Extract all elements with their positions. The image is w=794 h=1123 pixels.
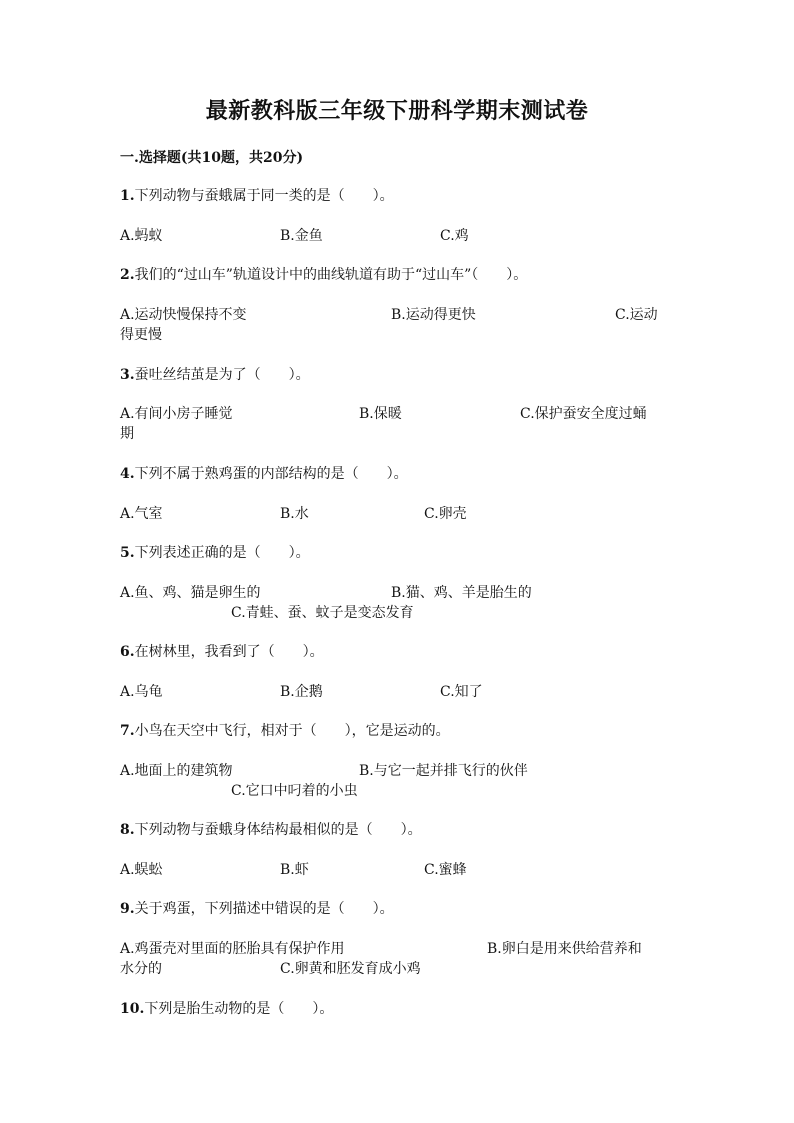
question-number: 4.	[120, 466, 135, 482]
question-number: 5.	[120, 545, 135, 561]
section-heading: 一.选择题(共10题，共20分)	[120, 150, 304, 166]
question-number: 7.	[120, 723, 135, 739]
question-number: 9.	[120, 901, 135, 917]
question-text: 小鸟在天空中飞行，相对于（ ），它是运动的。	[134, 723, 450, 739]
q2-option-a: A.运动快慢保持不变	[120, 307, 247, 323]
question-text: 下列动物与蚕蛾身体结构最相似的是（ ）。	[134, 822, 422, 838]
q4-option-a: A.气室	[120, 506, 163, 522]
q1-option-c: C.鸡	[440, 228, 469, 244]
question-number: 3.	[120, 367, 135, 383]
q9-option-b: B.卵白是用来供给营养和	[487, 941, 642, 957]
question-4	[120, 464, 408, 484]
question-text: 下列是胎生动物的是（ ）。	[144, 1001, 334, 1017]
question-text: 下列动物与蚕蛾属于同一类的是（ ）。	[134, 188, 394, 204]
q1-option-b: B.金鱼	[280, 228, 323, 244]
exam-title: 最新教科版三年级下册科学期末测试卷	[205, 98, 589, 124]
q3-option-c-wrap: 期	[120, 426, 134, 442]
q2-option-c-wrap: 得更慢	[120, 327, 162, 343]
question-number: 8.	[120, 822, 135, 838]
question-text: 关于鸡蛋，下列描述中错误的是（ ）。	[134, 901, 394, 917]
question-2	[120, 265, 527, 285]
question-number: 2.	[120, 267, 135, 283]
q8-option-a: A.蜈蚣	[120, 862, 163, 878]
q8-option-b: B.虾	[280, 862, 309, 878]
q7-option-c: C.它口中叼着的小虫	[231, 783, 358, 799]
q5-option-b: B.猫、鸡、羊是胎生的	[391, 585, 532, 601]
question-6	[120, 642, 324, 662]
q2-option-c: C.运动	[615, 307, 658, 323]
question-5	[120, 543, 310, 563]
question-text: 在树林里，我看到了（ ）。	[134, 644, 324, 660]
question-text: 下列表述正确的是（ ）。	[134, 545, 310, 561]
q4-option-b: B.水	[280, 506, 309, 522]
question-1	[120, 186, 394, 206]
q1-option-a: A.蚂蚁	[120, 228, 163, 244]
question-text: 蚕吐丝结茧是为了（ ）。	[134, 367, 310, 383]
q7-option-b: B.与它一起并排飞行的伙伴	[359, 763, 528, 779]
q3-option-b: B.保暖	[359, 406, 402, 422]
q5-option-c: C.青蛙、蚕、蚊子是变态发育	[231, 605, 414, 621]
question-8	[120, 820, 422, 840]
q8-option-c: C.蜜蜂	[424, 862, 467, 878]
q4-option-c: C.卵壳	[424, 506, 467, 522]
question-3	[120, 365, 310, 385]
q6-option-b: B.企鹅	[280, 684, 323, 700]
q6-option-a: A.乌龟	[120, 684, 163, 700]
q2-option-b: B.运动得更快	[391, 307, 476, 323]
question-number: 10.	[120, 1001, 145, 1017]
q9-option-c: C.卵黄和胚发育成小鸡	[280, 961, 421, 977]
question-text: 下列不属于熟鸡蛋的内部结构的是（ ）。	[134, 466, 408, 482]
q7-option-a: A.地面上的建筑物	[120, 763, 233, 779]
q6-option-c: C.知了	[440, 684, 483, 700]
q5-option-a: A.鱼、鸡、猫是卵生的	[120, 585, 261, 601]
question-9	[120, 899, 394, 919]
q3-option-c: C.保护蚕安全度过蛹	[520, 406, 647, 422]
question-10	[120, 999, 333, 1019]
question-text: 我们的“过山车”轨道设计中的曲线轨道有助于“过山车”（ ）。	[134, 267, 528, 283]
q9-option-b-wrap: 水分的	[120, 961, 162, 977]
q3-option-a: A.有间小房子睡觉	[120, 406, 233, 422]
question-number: 6.	[120, 644, 135, 660]
question-7	[120, 721, 450, 741]
q9-option-a: A.鸡蛋壳对里面的胚胎具有保护作用	[120, 941, 345, 957]
question-number: 1.	[120, 188, 135, 204]
